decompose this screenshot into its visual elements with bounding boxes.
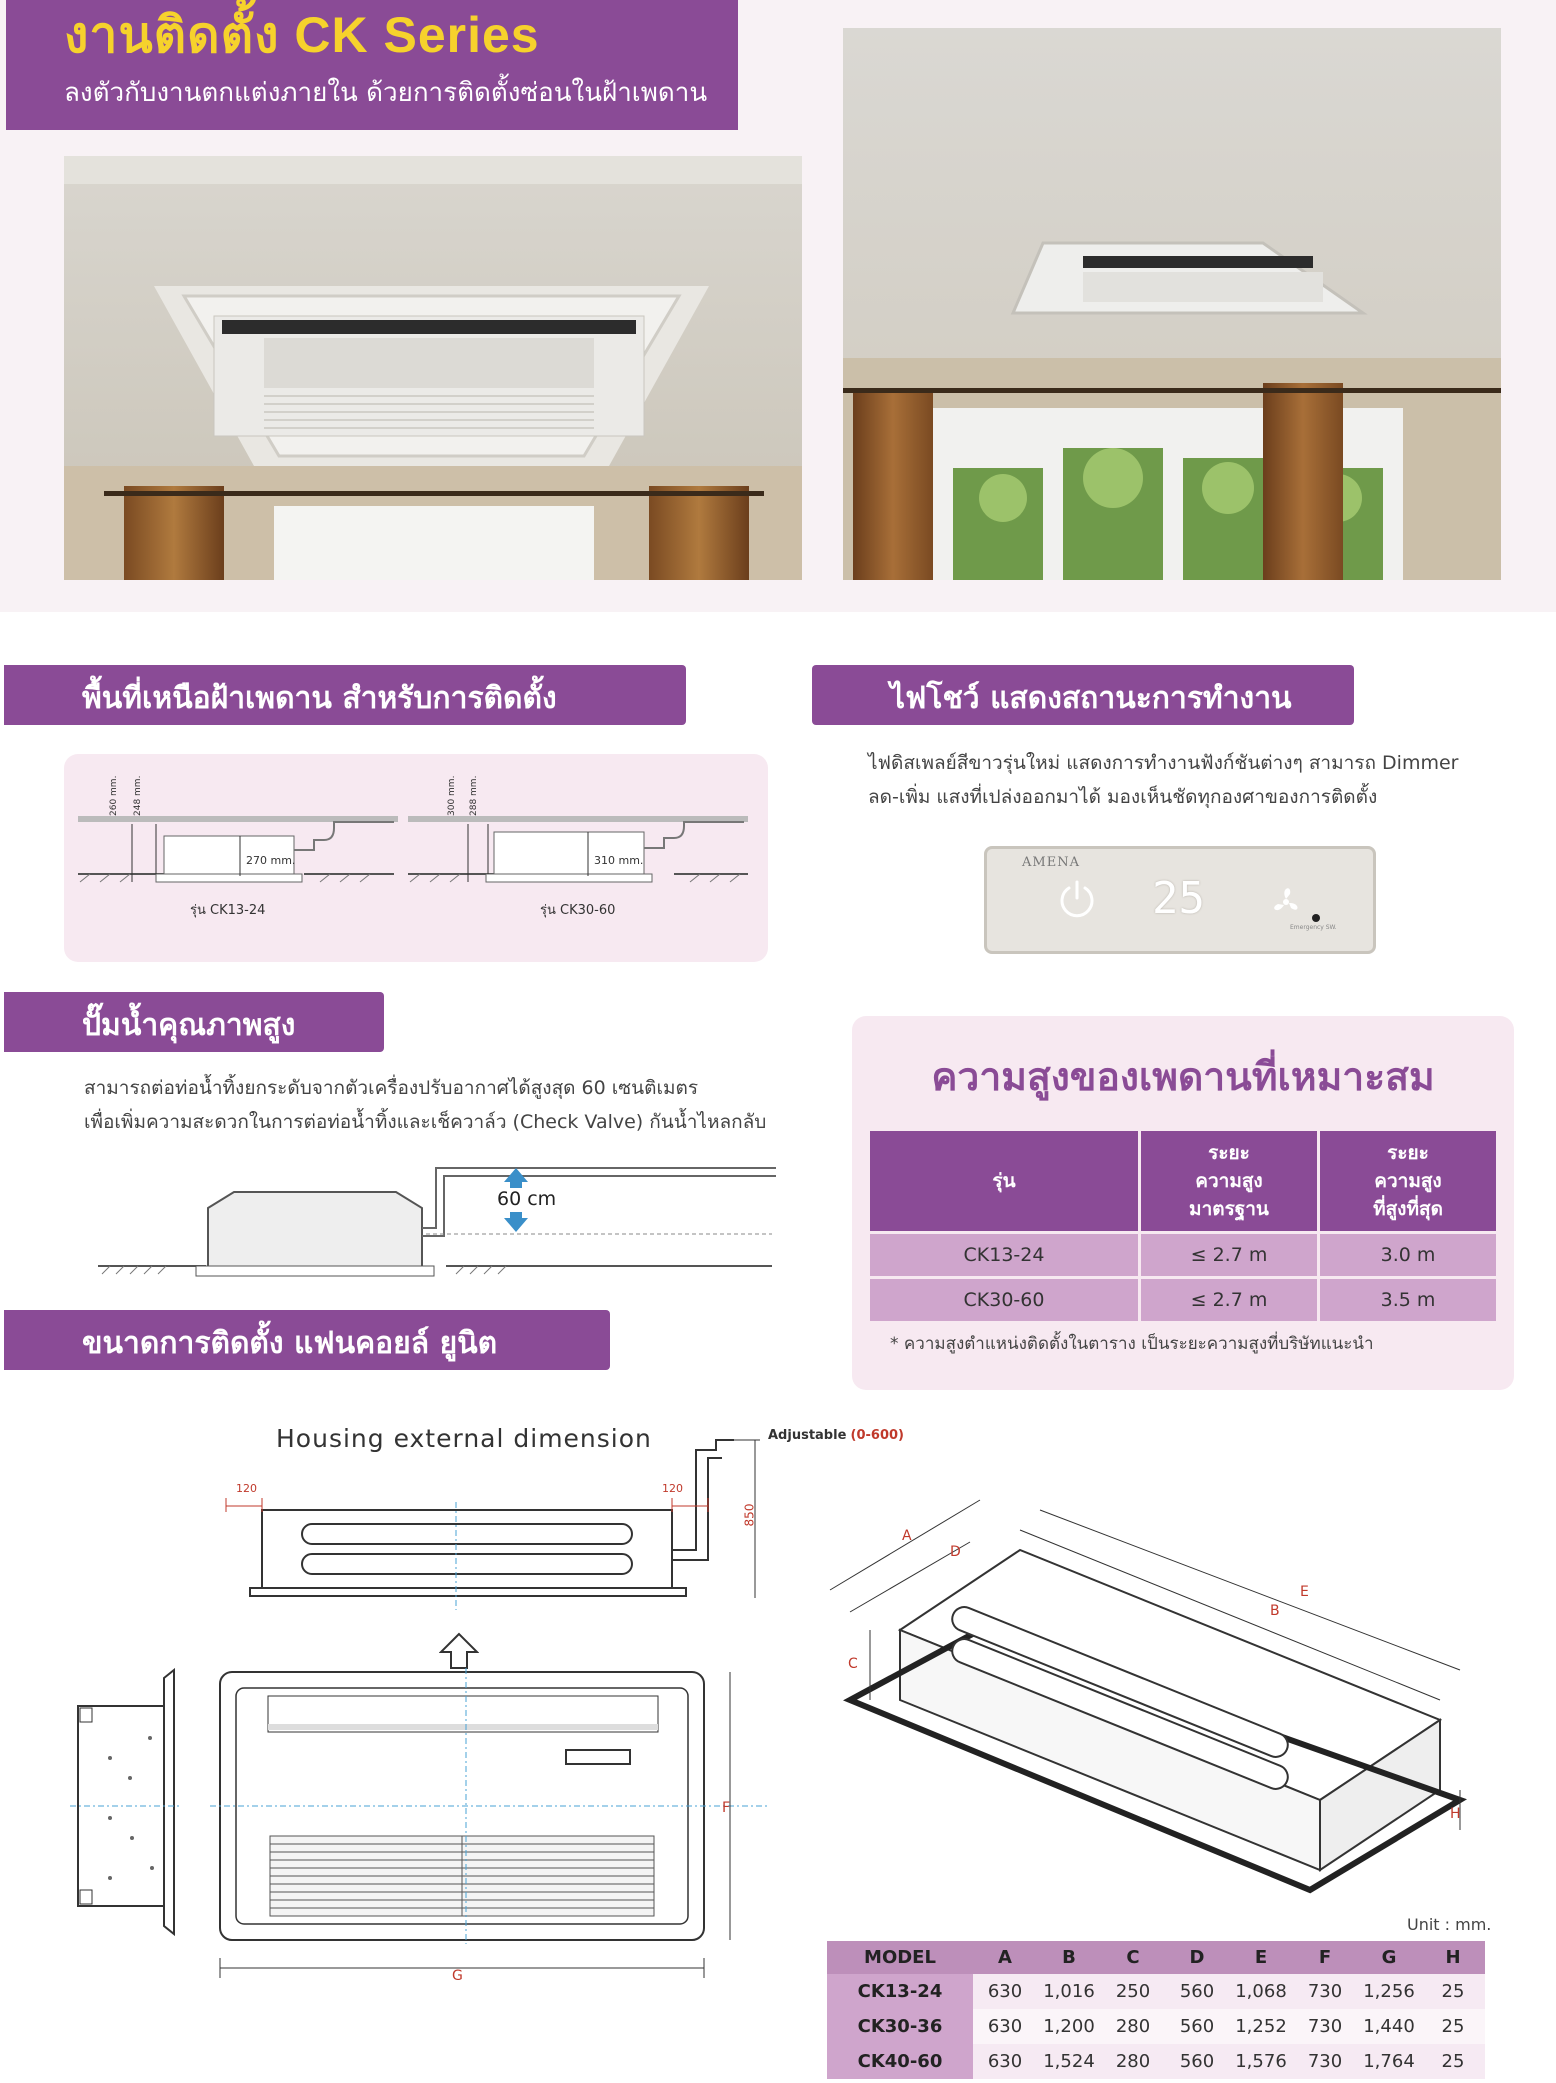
iso-label-a: A	[902, 1528, 912, 1544]
header-banner	[6, 0, 738, 130]
panel-emergency-label: Emergency SW.	[1290, 924, 1337, 931]
clearance-diagrams	[64, 754, 768, 962]
iso-label-e: E	[1300, 1584, 1309, 1600]
dim-260: 260 mm.	[109, 775, 119, 816]
table-row: CK13-24 ≤ 2.7 m 3.0 m	[870, 1234, 1496, 1276]
iso-label-d: D	[950, 1544, 961, 1560]
up-arrow-icon	[439, 1632, 479, 1670]
ceiling-height-title: ความสูงของเพดานที่เหมาะสม	[931, 1055, 1435, 1100]
ceil-header-standard: ระยะ ความสูง มาตรฐาน	[1141, 1131, 1317, 1231]
isometric-drawing	[820, 1470, 1520, 1910]
clearance-diagram-box	[64, 754, 768, 962]
model-dimension-table: MODEL A B C D E F G H CK13-24 630 1,016 250 560 1,068 730 1,256 25 CK30-36 630 1,200 280 560 1,252 730 1,440 25 CK40-60 630 1,524 280 560 1,576 730 1,764 25	[827, 1941, 1485, 2079]
page-title: งานติดตั้ง CK Series	[64, 7, 540, 63]
ceil-header-max: ระยะ ความสูง ที่สูงที่สุด	[1320, 1131, 1496, 1231]
table-row: CK40-60 630 1,524 280 560 1,576 730 1,764 25	[827, 2044, 1485, 2079]
display-description: ไฟดิสเพลย์สีขาวรุ่นใหม่ แสดงการทำงานฟังก์ชันต่างๆ สามารถ Dimmer ลด-เพิ่ม แสงที่เปล่งออกมาได้ มองเห็นชัดทุกองศาของการติดตั้ง	[868, 752, 1459, 808]
emergency-switch-dot	[1312, 914, 1320, 922]
side-view-drawing	[70, 1668, 180, 1938]
power-icon	[1055, 878, 1099, 922]
dim-270: 270 mm.	[246, 854, 296, 867]
section-header-size: ขนาดการติดตั้ง แฟนคอยล์ ยูนิต	[4, 1310, 610, 1370]
dim-f: F	[722, 1800, 731, 1816]
page-subtitle: ลงตัวกับงานตกแต่งภายใน ด้วยการติดตั้งซ่อนในฝ้าเพดาน	[64, 78, 708, 108]
pump-description: สามารถต่อท่อน้ำทิ้งยกระดับจากตัวเครื่องปรับอากาศได้สูงสุด 60 เซนติเมตร เพื่อเพิ่มความสะดวกในการต่อท่อน้ำทิ้งและเช็ควาล์ว (Check Valve) กันน้ำไหลกลับ	[84, 1077, 767, 1133]
front-elevation-drawing	[200, 1420, 800, 1610]
model-label-ck13-24: รุ่น CK13-24	[190, 903, 266, 918]
ceil-header-model: รุ่น	[870, 1131, 1138, 1231]
model-label-ck30-60: รุ่น CK30-60	[540, 903, 616, 918]
table-row: CK30-36 630 1,200 280 560 1,252 730 1,440 25	[827, 2009, 1485, 2044]
iso-label-h: H	[1450, 1806, 1461, 1822]
panel-brand: AMENA	[1022, 855, 1080, 870]
adjustable-label: Adjustable (0-600)	[768, 1428, 904, 1443]
dim-310: 310 mm.	[594, 854, 644, 867]
iso-label-b: B	[1270, 1603, 1280, 1619]
installation-photo-2	[843, 28, 1501, 580]
dim-120-left: 120	[236, 1482, 257, 1495]
dim-g: G	[452, 1968, 463, 1984]
dim-288: 288 mm.	[469, 775, 479, 816]
unit-label: Unit : mm.	[1407, 1915, 1492, 1934]
panel-temperature: 25	[1152, 873, 1205, 924]
pump-lift-label: 60 cm	[497, 1188, 557, 1210]
dim-300: 300 mm.	[447, 775, 457, 816]
dim-248: 248 mm.	[133, 775, 143, 816]
ceiling-height-table	[867, 1128, 1499, 1324]
table-row: CK30-60 ≤ 2.7 m 3.5 m	[870, 1279, 1496, 1321]
dim-850: 850	[742, 1503, 757, 1527]
section-header-pump: ปั๊มน้ำคุณภาพสูง	[4, 992, 384, 1052]
installation-photo-1	[64, 156, 802, 580]
ceiling-note: * ความสูงตำแหน่งติดตั้งในตาราง เป็นระยะความสูงที่บริษัทแนะนำ	[890, 1334, 1374, 1354]
housing-label: Housing external dimension	[276, 1424, 652, 1453]
table-row: CK13-24 630 1,016 250 560 1,068 730 1,256 25	[827, 1974, 1485, 2009]
pump-diagram	[96, 1148, 776, 1288]
section-header-clearance: พื้นที่เหนือฝ้าเพดาน สำหรับการติดตั้ง	[4, 665, 686, 725]
bottom-view-drawing	[210, 1668, 780, 2008]
section-header-display: ไฟโชว์ แสดงสถานะการทำงาน	[812, 665, 1354, 725]
dim-120-right: 120	[662, 1482, 683, 1495]
iso-label-c: C	[848, 1656, 858, 1672]
fan-icon	[1266, 882, 1306, 922]
